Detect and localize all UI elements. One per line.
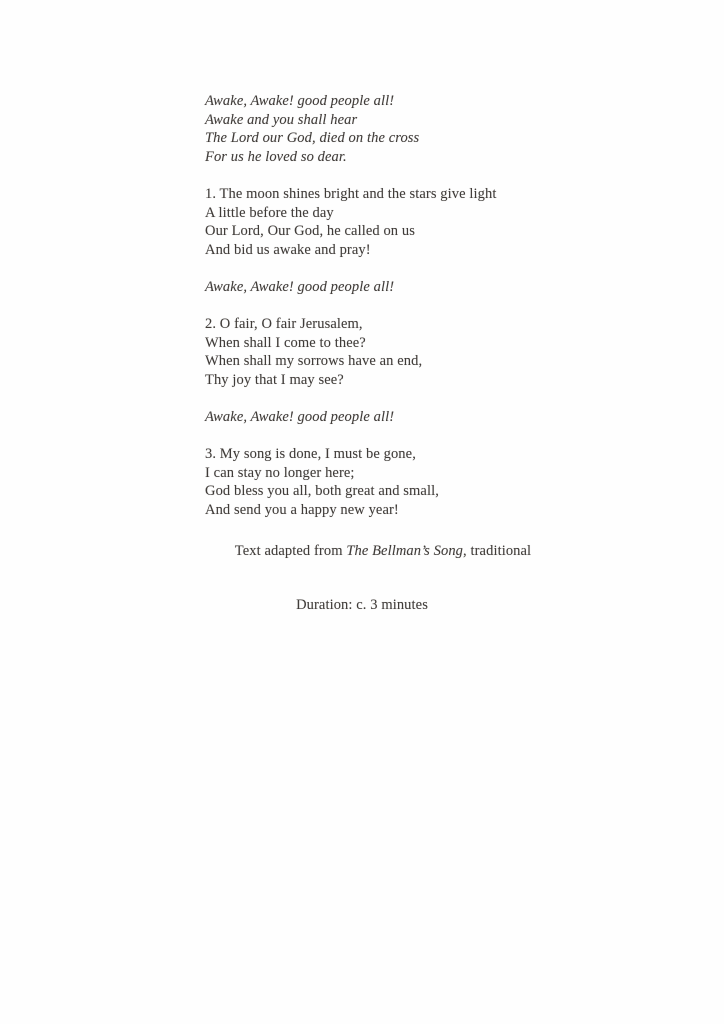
lyric-line: When shall I come to thee? — [205, 334, 366, 351]
lyrics-block — [205, 92, 496, 520]
duration-note: Duration: c. 3 minutes — [296, 597, 428, 613]
stanza-refrain-2 — [205, 408, 496, 427]
lyric-line: The Lord our God, died on the cross — [205, 130, 420, 147]
text-credit — [0, 542, 724, 561]
credit-suffix: , traditional — [463, 543, 532, 559]
lyric-line: God bless you all, both great and small, — [205, 483, 439, 500]
lyric-line: Awake, Awake! good people all! — [205, 409, 395, 426]
lyric-line: Awake, Awake! good people all! — [205, 278, 395, 295]
stanza-verse-3 — [205, 445, 496, 519]
lyric-line: A little before the day — [205, 204, 334, 221]
lyric-line: Awake, Awake! good people all! — [205, 93, 395, 109]
stanza-verse-1 — [205, 185, 496, 259]
lyric-line: For us he loved so dear. — [205, 148, 347, 165]
lyric-line: I can stay no longer here; — [205, 464, 355, 481]
stanza-verse-2 — [205, 315, 496, 389]
lyric-line: Thy joy that I may see? — [205, 371, 344, 388]
lyric-line: 3. My song is done, I must be gone, — [205, 446, 416, 463]
lyric-line: And send you a happy new year! — [205, 502, 399, 519]
lyric-line: 2. O fair, O fair Jerusalem, — [205, 316, 363, 333]
stanza-opening-refrain — [205, 92, 496, 166]
lyric-line: 1. The moon shines bright and the stars give light — [205, 185, 497, 202]
lyric-line: Our Lord, Our God, he called on us — [205, 223, 415, 240]
credit-prefix: Text adapted from — [234, 543, 347, 559]
lyric-line: Awake and you shall hear — [205, 111, 358, 128]
credit-work-title: The Bellman’s Song — [346, 543, 464, 559]
stanza-refrain-1 — [205, 278, 496, 297]
lyric-line: And bid us awake and pray! — [205, 241, 371, 258]
lyric-line: When shall my sorrows have an end, — [205, 353, 423, 370]
